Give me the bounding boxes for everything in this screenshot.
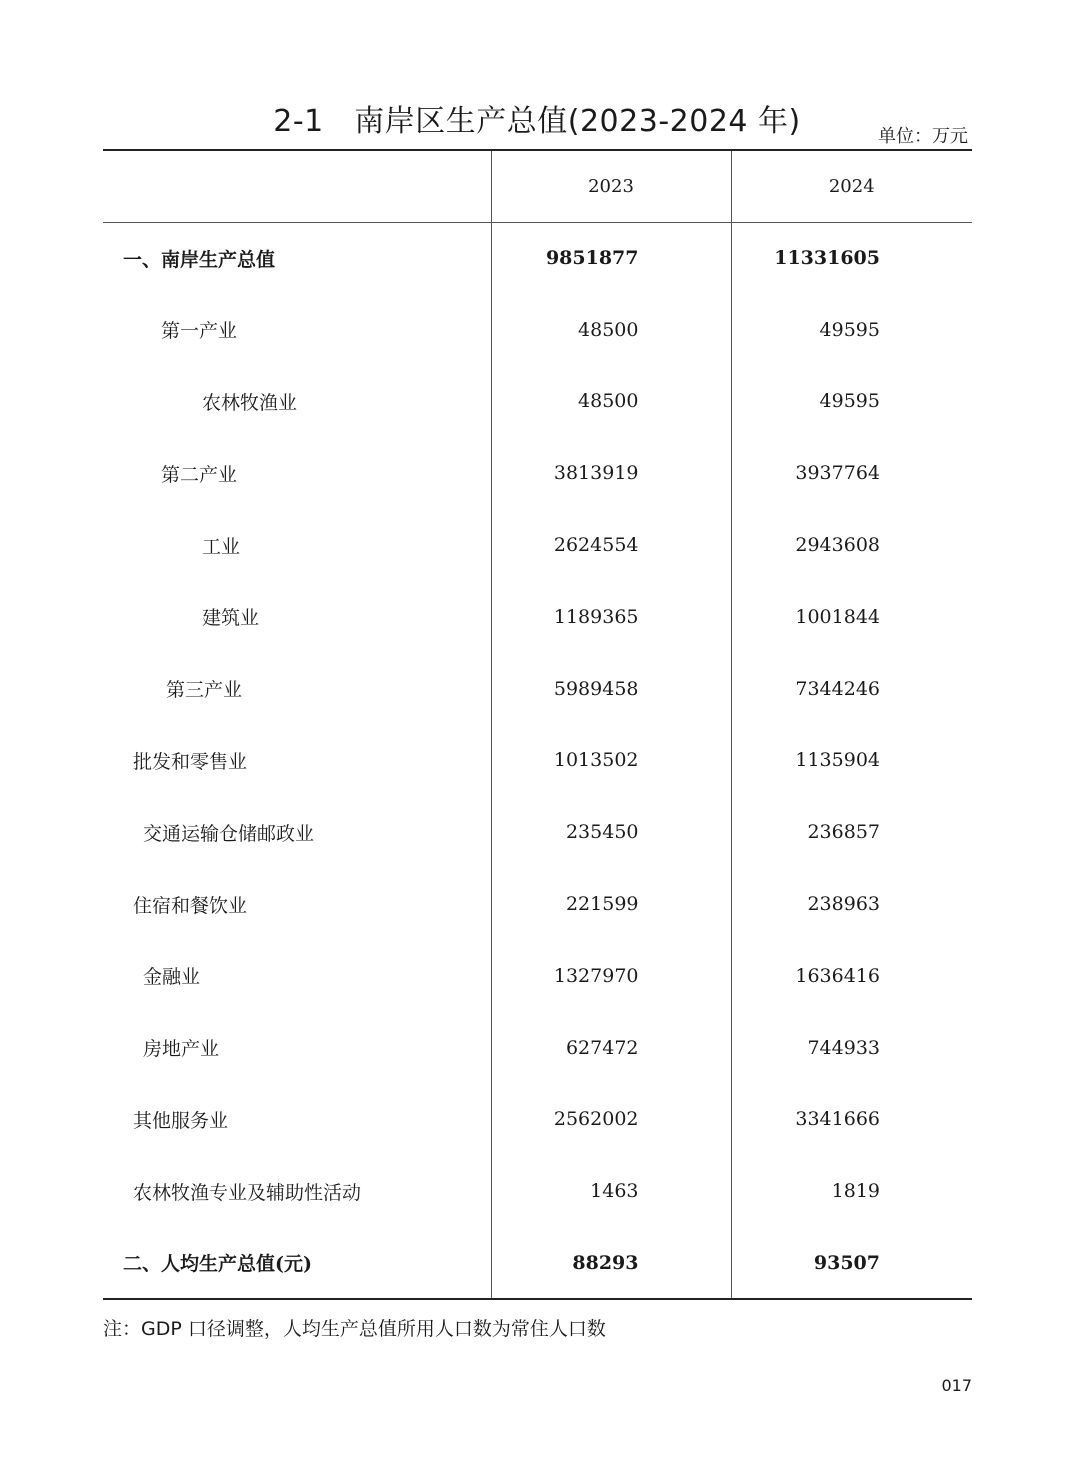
value-2024: 11331605	[731, 222, 972, 294]
table-row	[103, 366, 972, 438]
table-title: 2-1 南岸区生产总值(2023-2024 年)	[273, 104, 801, 139]
value-2024: 2943608	[731, 509, 972, 581]
row-label: 第三产业	[166, 679, 243, 702]
row-label: 一、南岸生产总值	[123, 248, 276, 271]
table-row	[103, 222, 972, 294]
value-2023: 2624554	[491, 509, 731, 581]
value-2024: 236857	[731, 796, 972, 868]
footnote: 注：GDP 口径调整，人均生产总值所用人口数为常住人口数	[103, 1318, 606, 1340]
row-label: 农林牧渔业	[202, 391, 298, 414]
table-row	[103, 1084, 972, 1156]
page-number: 017	[941, 1376, 972, 1395]
header-item	[103, 150, 491, 222]
row-label: 其他服务业	[133, 1109, 229, 1132]
value-2024: 1819	[731, 1155, 972, 1227]
row-label: 金融业	[143, 966, 201, 989]
value-2024: 1636416	[731, 940, 972, 1012]
table-row	[103, 1012, 972, 1084]
value-2024: 3937764	[731, 437, 972, 509]
table-row	[103, 940, 972, 1012]
value-2023: 235450	[491, 796, 731, 868]
table-row	[103, 868, 972, 940]
table-row	[103, 1155, 972, 1227]
header-2023: 2023	[491, 150, 731, 222]
table-row	[103, 725, 972, 797]
row-label: 第一产业	[161, 320, 238, 343]
gdp-table	[103, 149, 972, 1300]
table-header-row	[103, 150, 972, 222]
value-2023: 1013502	[491, 725, 731, 797]
table-row	[103, 437, 972, 509]
value-2023: 2562002	[491, 1084, 731, 1156]
row-label: 二、人均生产总值(元)	[103, 1227, 491, 1299]
value-2024: 49595	[731, 366, 972, 438]
table-row	[103, 1227, 972, 1299]
row-label: 房地产业	[143, 1038, 220, 1061]
value-2023: 48500	[491, 366, 731, 438]
row-label: 农林牧渔专业及辅助性活动	[133, 1181, 362, 1204]
value-2023: 5989458	[491, 653, 731, 725]
value-2023: 1463	[491, 1155, 731, 1227]
value-2023: 48500	[491, 294, 731, 366]
row-label: 建筑业	[202, 607, 260, 630]
row-label: 批发和零售业	[133, 750, 248, 773]
value-2024: 3341666	[731, 1084, 972, 1156]
value-2024: 93507	[731, 1227, 972, 1299]
value-2023: 88293	[491, 1227, 731, 1299]
value-2024: 238963	[731, 868, 972, 940]
value-2023: 1189365	[491, 581, 731, 653]
row-label: 第二产业	[161, 463, 238, 486]
value-2023: 9851877	[491, 222, 731, 294]
row-label: 住宿和餐饮业	[133, 894, 248, 917]
table-row	[103, 796, 972, 868]
table-row	[103, 294, 972, 366]
table-row	[103, 509, 972, 581]
value-2024: 1001844	[731, 581, 972, 653]
table-row	[103, 581, 972, 653]
value-2023: 221599	[491, 868, 731, 940]
value-2024: 7344246	[731, 653, 972, 725]
row-label: 工业	[202, 535, 241, 558]
value-2024: 49595	[731, 294, 972, 366]
header-2024: 2024	[731, 150, 972, 222]
value-2024: 1135904	[731, 725, 972, 797]
unit-label: 单位：万元	[878, 126, 968, 147]
row-label: 交通运输仓储邮政业	[143, 822, 315, 845]
value-2023: 3813919	[491, 437, 731, 509]
value-2023: 1327970	[491, 940, 731, 1012]
value-2023: 627472	[491, 1012, 731, 1084]
table-row	[103, 653, 972, 725]
value-2024: 744933	[731, 1012, 972, 1084]
